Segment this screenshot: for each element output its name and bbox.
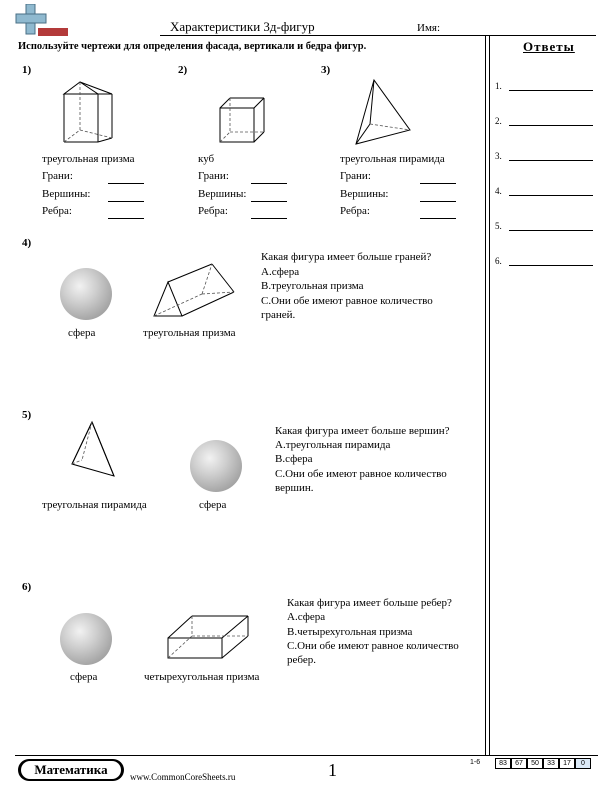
- answers-title: Ответы: [523, 39, 575, 54]
- score-cell: 67: [511, 758, 527, 769]
- problem-range: 1-6: [470, 759, 481, 766]
- divider-left: [485, 36, 486, 756]
- problem-2-edges-label: Ребра:: [198, 205, 228, 217]
- problem-3-vertices-label: Вершины:: [340, 188, 389, 200]
- name-label: Имя:: [417, 22, 441, 34]
- answer-field-4[interactable]: [509, 195, 593, 196]
- problem-6-option-c[interactable]: C.Они обе имеют равное количество: [287, 640, 459, 652]
- triangular-prism-icon: [60, 80, 116, 150]
- answer-label-3: 3.: [495, 151, 502, 161]
- score-cell: 0: [575, 758, 591, 769]
- brand-badge: [18, 759, 124, 781]
- problem-5-shape-a: треугольная пирамида: [42, 499, 147, 511]
- problem-3-edges-label: Ребра:: [340, 205, 370, 217]
- problem-4-shape-b: треугольная призма: [143, 327, 236, 339]
- problem-6-shape-b: четырехугольная призма: [144, 671, 260, 683]
- problem-4-option-c[interactable]: C.Они обе имеют равное количество: [261, 295, 433, 307]
- problem-1-shape: треугольная призма: [42, 153, 135, 165]
- problem-5-question: Какая фигура имеет больше вершин?: [275, 425, 450, 437]
- problem-6-question: Какая фигура имеет больше ребер?: [287, 597, 452, 609]
- problem-5-option-b[interactable]: B.сфера: [275, 453, 313, 465]
- problem-5-option-a[interactable]: A.треугольная пирамида: [275, 439, 391, 451]
- problem-2-number: 2): [178, 64, 188, 76]
- problem-5-number: 5): [22, 409, 32, 421]
- problem-2-edges-blank[interactable]: [251, 218, 287, 219]
- problem-2-faces-blank[interactable]: [251, 183, 287, 184]
- problem-6-option-c-cont: ребер.: [287, 654, 316, 666]
- sphere-icon: [190, 440, 242, 492]
- problem-5-option-c[interactable]: C.Они обе имеют равное количество: [275, 468, 447, 480]
- footer-site: www.CommonCoreSheets.ru: [130, 772, 236, 782]
- problem-6-option-a[interactable]: A.сфера: [287, 611, 326, 623]
- problem-6-shape-a: сфера: [70, 671, 98, 683]
- problem-4-shape-a: сфера: [68, 327, 96, 339]
- problem-1-edges-label: Ребра:: [42, 205, 72, 217]
- problem-3-shape: треугольная пирамида: [340, 153, 445, 165]
- answer-field-6[interactable]: [509, 265, 593, 266]
- problem-1-vertices-label: Вершины:: [42, 188, 91, 200]
- score-cell: 33: [543, 758, 559, 769]
- score-cell: 83: [495, 758, 511, 769]
- page-title: Характеристики 3д-фигур: [170, 19, 315, 34]
- score-cell: 17: [559, 758, 575, 769]
- problem-2-shape: куб: [198, 153, 215, 165]
- instructions: Используйте чертежи для определения фасада, вертикали и бедра фигур.: [18, 41, 367, 52]
- divider-right: [489, 36, 490, 756]
- problem-6-number: 6): [22, 581, 32, 593]
- sphere-icon: [60, 268, 112, 320]
- problem-3-faces-label: Грани:: [340, 170, 371, 182]
- problem-4-question: Какая фигура имеет больше граней?: [261, 251, 432, 263]
- problem-3-number: 3): [321, 64, 331, 76]
- rectangular-prism-icon: [164, 612, 254, 662]
- problem-6-option-b[interactable]: B.четырехугольная призма: [287, 626, 413, 638]
- problem-2-vertices-blank[interactable]: [251, 201, 287, 202]
- triangular-prism-icon: [150, 262, 240, 320]
- problem-4-number: 4): [22, 237, 32, 249]
- answer-field-5[interactable]: [509, 230, 593, 231]
- problem-1-edges-blank[interactable]: [108, 218, 144, 219]
- footer-line: [15, 755, 598, 756]
- answer-label-2: 2.: [495, 116, 502, 126]
- answer-field-2[interactable]: [509, 125, 593, 126]
- problem-4-option-b[interactable]: B.треугольная призма: [261, 280, 364, 292]
- page-number: 1: [328, 760, 337, 780]
- name-line: [160, 35, 596, 36]
- sphere-icon: [60, 613, 112, 665]
- answer-field-1[interactable]: [509, 90, 593, 91]
- problem-3-edges-blank[interactable]: [420, 218, 456, 219]
- problem-1-faces-label: Грани:: [42, 170, 73, 182]
- logo-icon: [14, 4, 70, 38]
- problem-2-faces-label: Грани:: [198, 170, 229, 182]
- answer-label-4: 4.: [495, 186, 502, 196]
- problem-3-faces-blank[interactable]: [420, 183, 456, 184]
- problem-1-faces-blank[interactable]: [108, 183, 144, 184]
- answer-label-6: 6.: [495, 256, 502, 266]
- score-cell: 50: [527, 758, 543, 769]
- answer-field-3[interactable]: [509, 160, 593, 161]
- problem-1-vertices-blank[interactable]: [108, 201, 144, 202]
- problem-5-option-c-cont: вершин.: [275, 482, 314, 494]
- problem-4-option-c-cont: граней.: [261, 309, 296, 321]
- answer-label-5: 5.: [495, 221, 502, 231]
- problem-1-number: 1): [22, 64, 32, 76]
- problem-3-vertices-blank[interactable]: [420, 201, 456, 202]
- problem-2-vertices-label: Вершины:: [198, 188, 247, 200]
- problem-5-shape-b: сфера: [199, 499, 227, 511]
- triangular-pyramid-icon: [352, 78, 414, 148]
- cube-icon: [216, 96, 270, 146]
- problem-4-option-a[interactable]: A.сфера: [261, 266, 300, 278]
- triangular-pyramid-icon: [68, 420, 118, 478]
- brand-label: Математика: [21, 761, 121, 779]
- answer-label-1: 1.: [495, 81, 502, 91]
